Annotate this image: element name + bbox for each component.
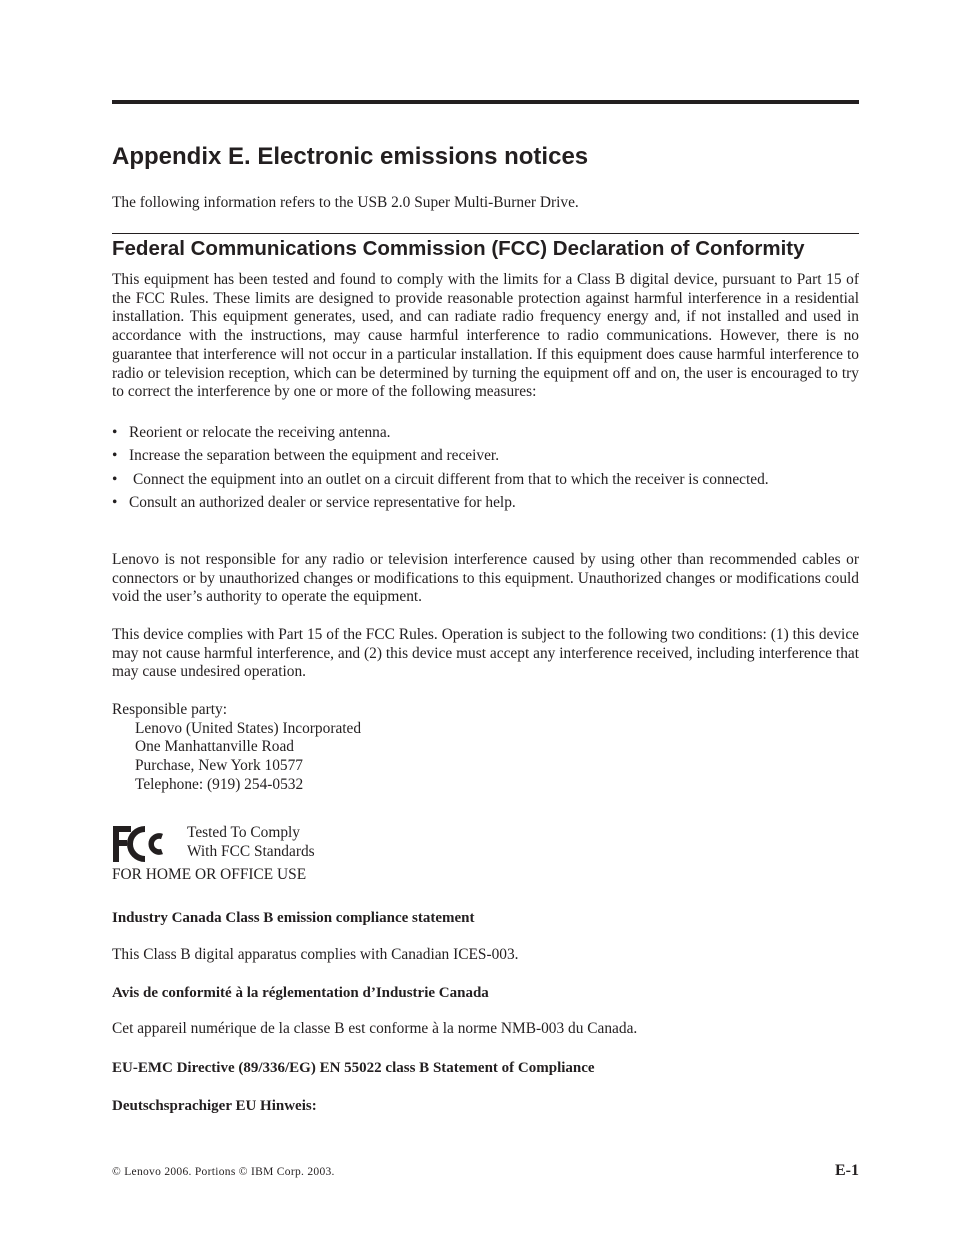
industry-canada-text: This Class B digital apparatus complies with Canadian ICES-003. (112, 946, 519, 963)
tested-line: Tested To Comply (187, 824, 300, 841)
intro-text: The following information refers to the USB 2.0 Super Multi-Burner Drive. (112, 194, 579, 211)
responsible-party-label: Responsible party: (112, 701, 227, 718)
top-rule (112, 100, 859, 104)
list-item-text: Increase the separation between the equipment and receiver. (129, 447, 500, 465)
avis-heading: Avis de conformité à la réglementation d’Industrie Canada (112, 985, 489, 1001)
eu-heading: EU-EMC Directive (89/336/EG) EN 55022 class B Statement of Compliance (112, 1060, 595, 1076)
list-item-text: Connect the equipment into an outlet on a circuit different from that to which the receiver is connected. (133, 470, 769, 488)
list-item (112, 447, 859, 466)
party-line: One Manhattanville Road (135, 738, 294, 756)
party-line: Telephone: (919) 254-0532 (135, 775, 304, 793)
list-item (112, 424, 859, 443)
page-title: Appendix E. Electronic emissions notices (112, 143, 589, 170)
bullet-icon: • (112, 494, 118, 512)
footer-copyright: © Lenovo 2006. Portions © IBM Corp. 2003. (112, 1166, 335, 1178)
fcc-logo-icon (112, 825, 166, 863)
industry-canada-heading: Industry Canada Class B emission compliance statement (112, 910, 475, 926)
fcc-paragraph: This equipment has been tested and found to comply with the limits for a Class B digital device, pursuant to Part 15 of the FCC Rules. These limits are designed to provide reasonable protection against harmful interference in a residential installation. This equipment generates, used, and can radiate radio frequency energy and, if not installed and used in accordance with the instructions, may cause harmful interference to radio communications. However, there is no guarantee that interference will not occur in a particular installation. If this equipment does cause harmful interference to radio or television reception, which can be determined by turning the equipment off and on, the user is encouraged to try to correct the interference by one or more of the following measures: (112, 271, 859, 401)
list-item-text: Reorient or relocate the receiving antenna. (129, 424, 391, 441)
list-item-text: Consult an authorized dealer or service representative for help. (129, 494, 516, 512)
avis-text: Cet appareil numérique de la classe B est conforme à la norme NMB-003 du Canada. (112, 1020, 638, 1037)
responsible-party (112, 701, 361, 795)
list-item (112, 494, 859, 513)
party-line: Lenovo (United States) Incorporated (135, 719, 362, 737)
bullet-icon: • (112, 447, 118, 465)
for-home-text: FOR HOME OR OFFICE USE (112, 866, 307, 883)
section-rule (112, 233, 859, 234)
german-heading: Deutschsprachiger EU Hinweis: (112, 1098, 317, 1114)
measures-list (112, 424, 859, 518)
list-item (112, 471, 859, 490)
part15-paragraph: This device complies with Part 15 of the FCC Rules. Operation is subject to the following two conditions: (1) this device may not cause harmful interference, and (2) this device must accept any interference received, including interference that may cause undesired operation. (112, 626, 859, 681)
fcc-heading: Federal Communications Commission (FCC) Declaration of Conformity (112, 237, 805, 260)
tested-line: With FCC Standards (187, 842, 315, 860)
bullet-icon: • (112, 470, 118, 488)
page-number: E-1 (835, 1162, 859, 1179)
fcc-tested-text (187, 824, 315, 861)
lenovo-paragraph: Lenovo is not responsible for any radio or television interference caused by using other than recommended cables or connectors or by unauthorized changes or modifications to this equipment. Unauthorized changes or modifications could void the user’s authority to operate the equipment. (112, 551, 859, 606)
bullet-icon: • (112, 424, 118, 441)
party-line: Purchase, New York 10577 (135, 757, 304, 775)
